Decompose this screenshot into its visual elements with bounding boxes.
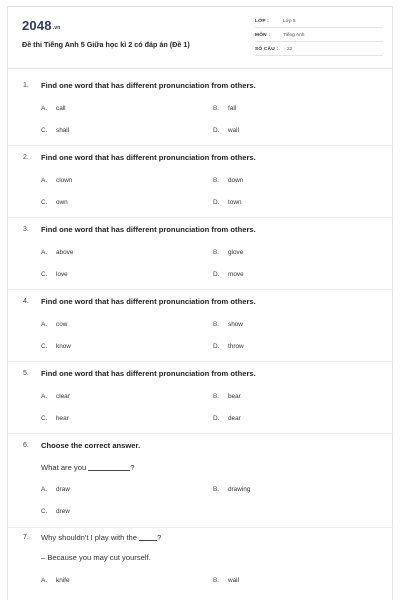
question-number: 5. [23, 370, 29, 377]
option-d[interactable]: D. throw [213, 343, 244, 350]
option-a[interactable]: A. above [41, 249, 74, 256]
question-sentence: What are you ? [41, 463, 135, 472]
option-b[interactable]: B. glove [213, 249, 244, 256]
option-b[interactable]: B. bear [213, 393, 241, 400]
question-text: Why shouldn't I play with the ? [41, 533, 162, 542]
divider [8, 361, 394, 362]
divider [8, 527, 394, 528]
answer-blank[interactable] [88, 465, 130, 471]
option-c[interactable]: C. drew [41, 508, 70, 515]
meta-value: Tiếng Anh [283, 33, 305, 38]
option-d[interactable]: D. wall [213, 127, 240, 134]
meta-label: LỚP : [255, 19, 270, 24]
meta-label: MÔN : [255, 33, 271, 38]
option-d[interactable]: D. town [213, 199, 242, 206]
option-b[interactable]: B. fall [213, 105, 237, 112]
question-number: 7. [23, 534, 29, 541]
meta-class-row [255, 16, 383, 28]
divider [8, 289, 394, 290]
option-a[interactable]: A. clear [41, 393, 70, 400]
question-number: 1. [23, 82, 29, 89]
meta-subject-row [255, 30, 383, 42]
question-text: Find one word that has different pronunciation from others. [41, 297, 256, 306]
question-number: 4. [23, 298, 29, 305]
option-c[interactable]: C. shall [41, 127, 70, 134]
option-c[interactable]: C. love [41, 271, 68, 278]
question-sentence: – Because you may cut yourself. [41, 553, 151, 562]
option-a[interactable]: A. call [41, 105, 66, 112]
logo-text: 2048 [22, 18, 52, 33]
exam-sheet [7, 6, 393, 600]
divider [8, 145, 394, 146]
question-text: Find one word that has different pronunciation from others. [41, 81, 256, 90]
document-title: Đề thi Tiếng Anh 5 Giữa học kì 2 có đáp án (Đề 1) [22, 40, 190, 49]
exam-header [8, 7, 394, 69]
question-number: 3. [23, 226, 29, 233]
meta-value: Lớp 5 [283, 19, 296, 24]
option-b[interactable]: B. show [213, 321, 243, 328]
question-number: 6. [23, 442, 29, 449]
option-c[interactable]: C. own [41, 199, 68, 206]
option-a[interactable]: A. cow [41, 321, 68, 328]
divider [8, 217, 394, 218]
meta-count-row [255, 44, 383, 56]
option-a[interactable]: A. knife [41, 577, 70, 584]
question-number: 2. [23, 154, 29, 161]
question-text: Find one word that has different pronunciation from others. [41, 153, 256, 162]
option-a[interactable]: A. clown [41, 177, 73, 184]
option-b[interactable]: B. wall [213, 577, 240, 584]
meta-label: SỐ CÂU : [255, 47, 279, 52]
option-b[interactable]: B. drawing [213, 486, 251, 493]
option-d[interactable]: D. dear [213, 415, 241, 422]
option-d[interactable]: D. move [213, 271, 244, 278]
option-c[interactable]: C. know [41, 343, 71, 350]
option-b[interactable]: B. down [213, 177, 244, 184]
meta-value: 22 [287, 47, 293, 52]
option-c[interactable]: C. hear [41, 415, 69, 422]
question-text: Find one word that has different pronunciation from others. [41, 225, 256, 234]
question-text: Find one word that has different pronunciation from others. [41, 369, 256, 378]
question-text: Choose the correct answer. [41, 441, 141, 450]
logo-suffix: .vn [52, 25, 61, 31]
answer-blank[interactable] [139, 535, 157, 541]
site-logo[interactable] [22, 18, 61, 33]
option-a[interactable]: A. draw [41, 486, 70, 493]
divider [8, 433, 394, 434]
